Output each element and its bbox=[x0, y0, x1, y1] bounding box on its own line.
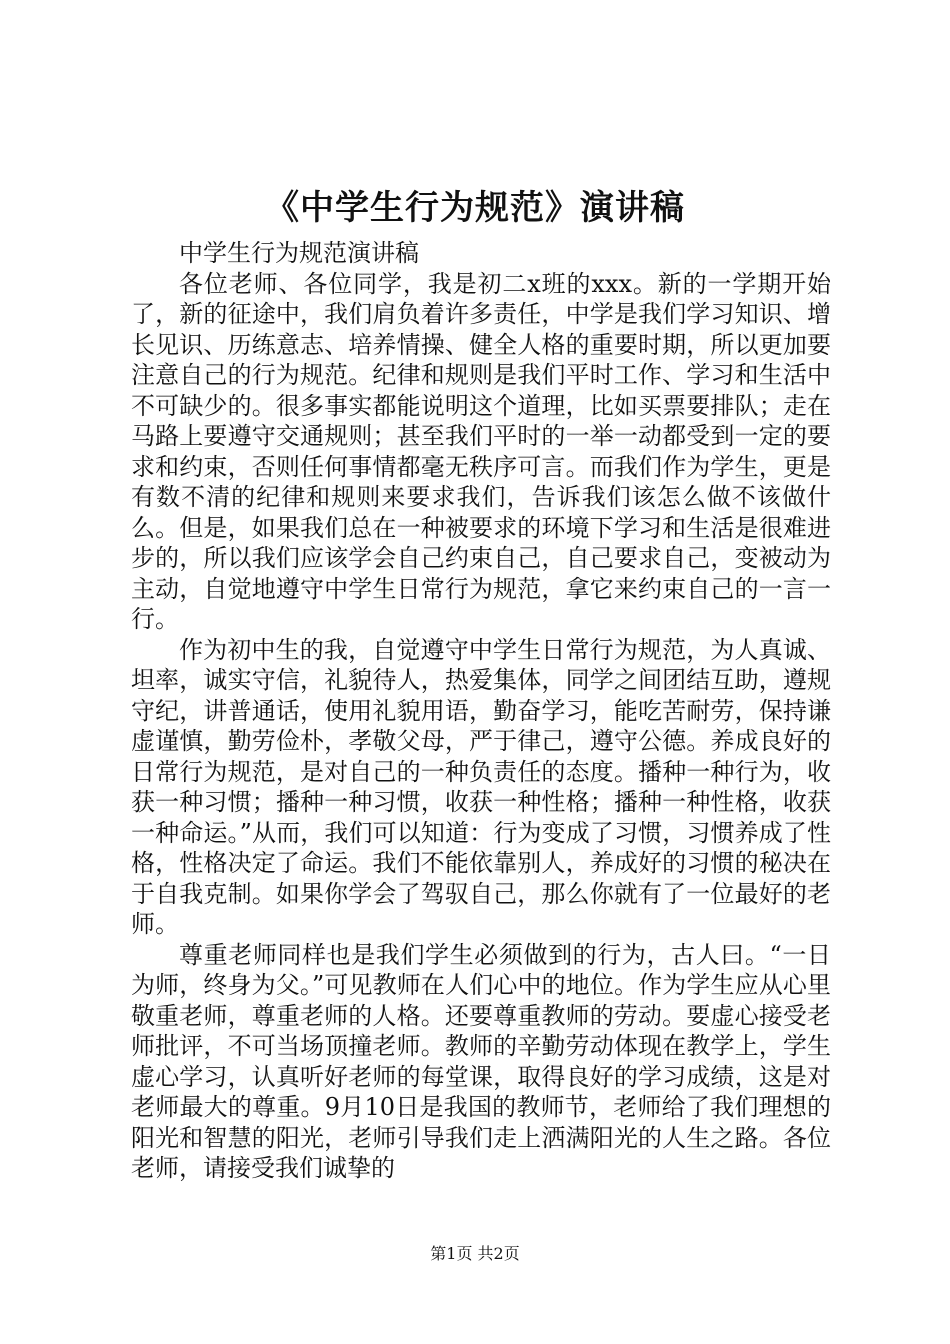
page-number-footer: 第1页 共2页 bbox=[430, 1244, 520, 1263]
body-paragraph: 各位老师、各位同学，我是初二x班的xxx。新的一学期开始了，新的征途中，我们肩负着许多责任，中学是我们学习知识、增长见识、历练意志、培养情操、健全人格的重要时期，所以更加要注意自己的行为规范。纪律和规则是我们平时工作、学习和生活中不可缺少的。很多事实都能说明这个道理，比如买票要排队；走在马路上要遵守交通规则；甚至我们平时的一举一动都受到一定的要求和约束，否则任何事情都毫无秩序可言。而我们作为学生，更是有数不清的纪律和规则来要求我们，告诉我们该怎么做不该做什么。但是，如果我们总在一种被要求的环境下学习和生活是很难进步的，所以我们应该学会自己约束自己，自己要求自己，变被动为主动，自觉地遵守中学生日常行为规范，拿它来约束自己的一言一行。 bbox=[131, 269, 831, 633]
body-paragraph: 尊重老师同样也是我们学生必须做到的行为，古人曰。“一日为师，终身为父。”可见教师在人们心中的地位。作为学生应从心里敬重老师，尊重老师的人格。还要尊重教师的劳动。要虚心接受老师批评，不可当场顶撞老师。教师的辛勤劳动体现在教学上，学生虚心学习，认真听好老师的每堂课，取得良好的学习成绩，这是对老师最大的尊重。9月10日是我国的教师节，老师给了我们理想的阳光和智慧的阳光，老师引导我们走上洒满阳光的人生之路。各位老师，请接受我们诚挚的 bbox=[131, 940, 831, 1182]
document-body bbox=[131, 238, 831, 1184]
document-title: 《中学生行为规范》演讲稿 bbox=[265, 188, 685, 228]
body-paragraph-subtitle: 中学生行为规范演讲稿 bbox=[179, 239, 419, 267]
body-paragraph: 作为初中生的我，自觉遵守中学生日常行为规范，为人真诚、坦率，诚实守信，礼貌待人，热爱集体，同学之间团结互助，遵规守纪，讲普通话，使用礼貌用语，勤奋学习，能吃苦耐劳，保持谦虚谨慎，勤劳俭朴，孝敬父母，严于律己，遵守公德。养成良好的日常行为规范，是对自己的一种负责任的态度。播种一种行为，收获一种习惯；播种一种习惯，收获一种性格；播种一种性格，收获一种命运。”从而，我们可以知道：行为变成了习惯，习惯养成了性格，性格决定了命运。我们不能依靠别人，养成好的习惯的秘决在于自我克制。如果你学会了驾驭自己，那么你就有了一位最好的老师。 bbox=[131, 635, 831, 938]
